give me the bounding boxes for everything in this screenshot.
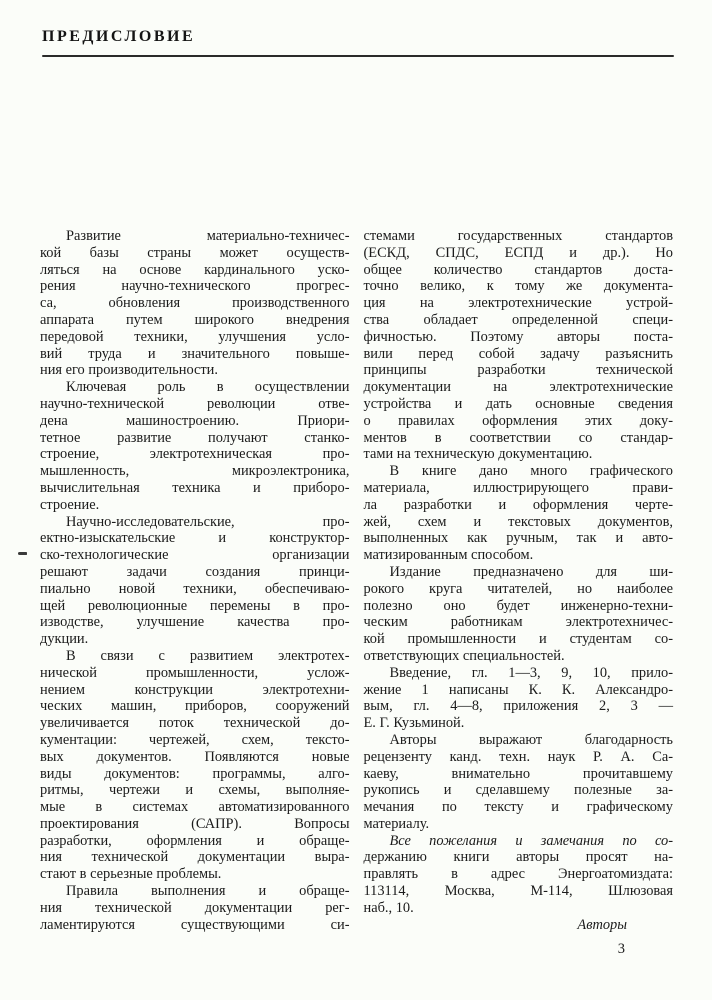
text-line: вых документов. Появляются новые	[40, 748, 350, 765]
paragraph	[364, 564, 674, 665]
paragraph	[364, 665, 674, 732]
text-line: вий труда и значительного повыше-	[40, 345, 350, 362]
text-line: наб., 10.	[363, 899, 414, 916]
text-line: о правилах оформления этих доку-	[363, 412, 673, 429]
text-line: ческих машин, приборов, сооружений	[40, 698, 350, 715]
text-line: держанию книги авторы просят на-	[363, 849, 673, 866]
text-line: В связи с развитием электротех-	[66, 647, 350, 664]
text-line: мые в системах автоматизированного	[40, 799, 350, 816]
text-line: ментов в соответствии со стандар-	[363, 429, 673, 446]
text-line: жение 1 написаны К. К. Александро-	[363, 681, 673, 698]
text-line: фичностью. Поэтому авторы поста-	[363, 328, 673, 345]
text-line: мечания по тексту и графическому	[363, 799, 673, 816]
text-line: щей революционные перемены в про-	[40, 597, 350, 614]
text-line: устройства и дать основные сведения	[363, 395, 673, 412]
text-line: вили перед собой задачу разъяснить	[363, 345, 673, 362]
text-line: ния технической документации выра-	[40, 849, 350, 866]
text-line: жей, схем и текстовых документов,	[363, 513, 673, 530]
text-line: материалу.	[363, 815, 430, 832]
text-columns	[40, 228, 673, 933]
text-line: мышленность, микроэлектроника,	[40, 463, 350, 480]
text-line: ответствующих специальностей.	[363, 647, 565, 664]
paragraph	[40, 883, 350, 933]
text-line: нением конструкции электротехни-	[40, 681, 350, 698]
text-line: аппарата путем широкого внедрения	[40, 311, 350, 328]
margin-artifact-mark	[18, 552, 27, 555]
text-line: изводстве, улучшение качества про-	[40, 614, 350, 631]
text-line: увеличивается поток технической до-	[40, 715, 350, 732]
text-line: ческим работникам электротехничес-	[363, 614, 673, 631]
text-line: научно-технической революции отве-	[40, 395, 350, 412]
text-line: полезно оно будет инженерно-техни-	[363, 597, 673, 614]
text-line: матизированным способом.	[363, 547, 534, 564]
text-line: вычислительная техника и приборо-	[40, 479, 350, 496]
text-line: В книге дано много графического	[389, 463, 673, 480]
text-line: Введение, гл. 1—3, 9, 10, прило-	[389, 664, 673, 681]
text-line: кументации: чертежей, схем, тексто-	[40, 731, 350, 748]
text-line: виды документов: программы, алго-	[40, 765, 350, 782]
text-line: рения научно-технического прогрес-	[40, 278, 350, 295]
text-line: правлять в адрес Энергоатомиздата:	[363, 866, 673, 883]
text-line: ния его производительности.	[40, 362, 218, 379]
left-text-column	[40, 228, 350, 933]
text-line: ла разработки и оформления черте-	[363, 496, 673, 513]
text-line: Авторы выражают благодарность	[389, 731, 673, 748]
text-line: пиально новой техники, обеспечиваю-	[40, 580, 350, 597]
text-line: Научно-исследовательские, про-	[66, 513, 350, 530]
text-line: рокого круга читателей, но наиболее	[363, 580, 673, 597]
paragraph	[40, 228, 350, 379]
text-line: решают задачи создания принци-	[40, 563, 350, 580]
text-line: материала, иллюстрирующего прави-	[363, 479, 673, 496]
text-line: точно велико, к тому же документа-	[363, 278, 673, 295]
paragraph	[40, 648, 350, 883]
authors-signature: Авторы	[577, 916, 627, 933]
text-line: передовой техники, улучшения усло-	[40, 328, 350, 345]
text-line: выполненных как ручным, так и авто-	[363, 530, 673, 547]
text-line: нической промышленности, услож-	[40, 664, 350, 681]
text-line: документации на электротехнические	[363, 379, 673, 396]
text-line: тами на техническую документацию.	[363, 446, 593, 463]
text-line: стемами государственных стандартов	[363, 228, 673, 244]
paragraph	[364, 833, 674, 917]
text-line: Ключевая роль в осуществлении	[66, 379, 350, 396]
text-line: ско-технологические организации	[40, 547, 350, 564]
text-line: общее количество стандартов доста-	[363, 261, 673, 278]
text-line: рукопись и сделавшему полезные за-	[363, 782, 673, 799]
text-line: дукции.	[40, 631, 89, 648]
text-line: рецензенту канд. техн. наук Р. А. Са-	[363, 748, 673, 765]
paragraph	[364, 732, 674, 833]
paragraph	[40, 379, 350, 513]
text-line: (ЕСКД, СПДС, ЕСПД и др.). Но	[363, 244, 673, 261]
text-line: ритмы, чертежи и схемы, выполняе-	[40, 782, 350, 799]
text-line: строение.	[40, 496, 100, 513]
text-line: са, обновления производственного	[40, 295, 350, 312]
text-line: проектирования (САПР). Вопросы	[40, 815, 350, 832]
text-line: Развитие материально-техничес-	[66, 228, 350, 244]
text-line: разработки, оформления и обраще-	[40, 832, 350, 849]
text-line: Все пожелания и замечания по со-	[389, 832, 673, 849]
paragraph	[364, 463, 674, 564]
text-line: 113114, Москва, М-114, Шлюзовая	[363, 883, 673, 900]
paragraph	[364, 228, 674, 463]
text-line: Издание предназначено для ши-	[389, 563, 673, 580]
text-line: ния технической документации рег-	[40, 899, 350, 916]
text-line: кой базы страны может осуществ-	[40, 244, 350, 261]
page-title: ПРЕДИСЛОВИЕ	[42, 28, 196, 45]
paragraph	[40, 514, 350, 648]
text-line: ства обладает определенной специ-	[363, 311, 673, 328]
text-line: кой промышленности и студентам со-	[363, 631, 673, 648]
text-line: принципы разработки технической	[363, 362, 673, 379]
text-line: ектно-изыскательские и конструктор-	[40, 530, 350, 547]
text-line: каеву, внимательно прочитавшему	[363, 765, 673, 782]
text-line: ляться на основе кардинального уско-	[40, 261, 350, 278]
right-text-column	[364, 228, 674, 933]
text-line: тетное развитие получают станко-	[40, 429, 350, 446]
text-line: ция на электротехнические устрой-	[363, 295, 673, 312]
text-line: ламентируются существующими си-	[40, 916, 350, 933]
text-line: вым, гл. 4—8, приложения 2, 3 —	[363, 698, 673, 715]
text-line: строение, электротехническая про-	[40, 446, 350, 463]
title-rule-divider	[42, 55, 674, 57]
page-number: 3	[617, 941, 625, 957]
text-line: Е. Г. Кузьминой.	[363, 715, 465, 732]
text-line: стают в серьезные проблемы.	[40, 866, 222, 883]
text-line: Правила выполнения и обраще-	[66, 883, 350, 900]
text-line: дена машиностроению. Приори-	[40, 412, 350, 429]
